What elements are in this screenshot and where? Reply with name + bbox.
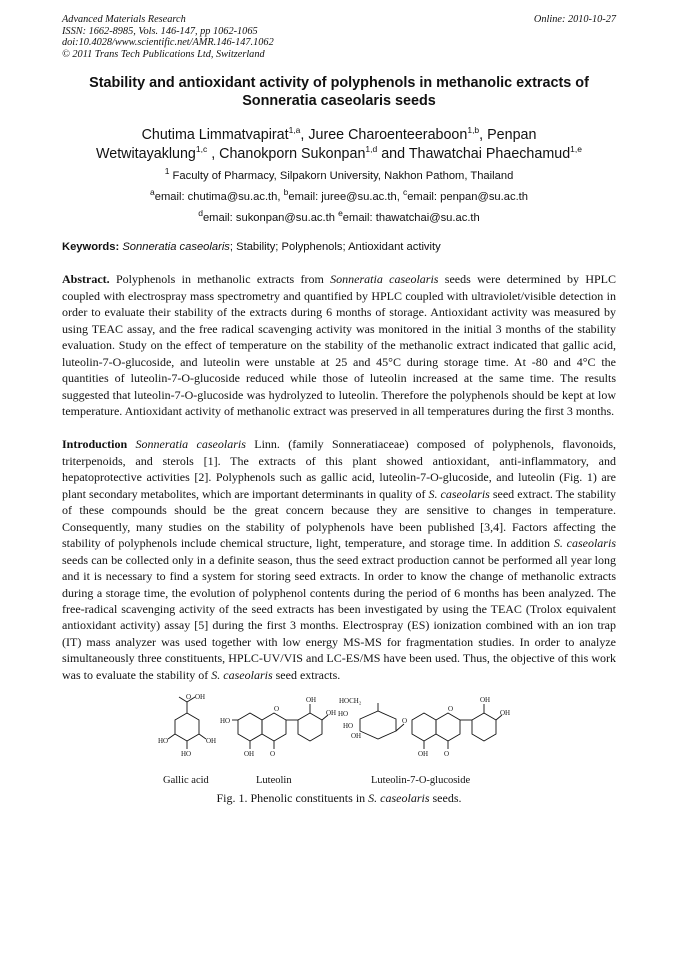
atom-label: OH <box>195 693 206 702</box>
compound-name-luteolin: Luteolin <box>256 775 292 787</box>
email-sup: b <box>283 186 289 197</box>
author-line-2: Wetwitayaklung$^{1,c}$ , Chanokporn Sukonpan$^{1,d}$ and Thawatchai Phaechamud$^{1,e}$ <box>96 143 582 163</box>
author-sup: 1,c <box>195 143 208 154</box>
email-d: email: sukonpan@su.ac.th <box>202 212 335 225</box>
intro-species: S. caseolaris <box>211 667 273 682</box>
caption-species: S. caseolaris <box>368 791 430 806</box>
abstract-species: Sonneratia caseolaris <box>330 272 439 287</box>
introduction <box>62 436 616 683</box>
compound-name-gallic-acid: Gallic acid <box>163 775 209 787</box>
atom-label: OH <box>351 732 362 741</box>
journal-name: Advanced Materials Research <box>62 14 186 25</box>
author-name: Chanokporn Sukonpan <box>219 146 366 163</box>
chemical-structures <box>62 689 616 789</box>
atom-label: HO <box>158 737 169 746</box>
online-date: Online: 2010-10-27 <box>533 14 616 25</box>
email-sup: c <box>402 186 408 197</box>
gallic-acid-structure <box>168 697 206 749</box>
atom-label: O <box>274 705 280 714</box>
abstract-text: Polyphenols in methanolic extracts from <box>109 272 331 287</box>
issn-line: ISSN: 1662-8985, Vols. 146-147, pp 1062-1065 <box>62 25 258 37</box>
author-name: Thawatchai Phaechamud <box>408 146 571 163</box>
title-line-1: Stability and antioxidant activity of polyphenols in methanolic extracts of <box>89 75 589 92</box>
luteolin-glucoside-structure <box>360 703 502 749</box>
email-c: email: penpan@su.ac.th <box>407 191 529 204</box>
atom-label: HO <box>338 710 349 719</box>
keywords <box>62 240 616 254</box>
atom-label: O <box>270 750 276 759</box>
copyright-line: © 2011 Trans Tech Publications Ltd, Switzerland <box>62 48 265 60</box>
atom-label: HO <box>220 717 231 726</box>
email-b: email: juree@su.ac.th, <box>288 191 400 204</box>
atom-label: HO <box>343 722 354 731</box>
atom-label: O <box>402 717 408 726</box>
atom-label: OH <box>306 696 317 705</box>
intro-species: Sonneratia caseolaris <box>135 437 246 452</box>
luteolin-structure <box>232 704 328 749</box>
intro-species: S. caseolaris <box>428 486 490 501</box>
atom-label: O <box>444 750 450 759</box>
atom-label: OH <box>418 750 429 759</box>
abstract-text: seeds were determined by HPLC coupled with electrospray mass spectrometry and quantified by HPLC coupled with ultraviolet/visible detection in order to evaluate their stability of the extracts during 6 months of storage. Antioxidant activity was measured by using TEAC assay, and the free radical scavenging activity was monitored in the initial 3 months of the stability evaluation. Study on the effect of temperature on the stability of the methanolic extract indicated that gallic acid, luteolin-7-O-glucoside, and luteolin were unstable at 25 and 45°C during storage time. At -80 and 4°C the quantities of luteolin-7-O-glucoside reduced while those of luteolin increased at the same time. The results suggested that luteolin-7-O-glucoside was hydrolyzed to luteolin. Therefore the polyphenols should be kept at low temperature. Antioxidant activity of methanolic extract was preserved in all temperatures during the first 3 months. <box>62 272 616 418</box>
figure-1 <box>62 689 616 789</box>
author-sup: 1,d <box>365 143 378 154</box>
keywords-label: Keywords: <box>62 241 120 254</box>
atom-label: HOCH₂ <box>339 697 362 706</box>
atom-label: HO <box>181 750 192 759</box>
doi-line: doi:10.4028/www.scientific.net/AMR.146-147.1062 <box>62 37 274 49</box>
intro-text: seed extracts. <box>272 667 341 682</box>
email-sup: a <box>149 186 155 197</box>
atom-label: OH <box>500 709 511 718</box>
abstract-label: Abstract. <box>62 272 110 287</box>
abstract <box>62 271 616 419</box>
figure-caption <box>62 791 616 805</box>
email-a: email: chutima@su.ac.th, <box>154 191 281 204</box>
author-name: Penpan <box>487 127 537 144</box>
email-sup: d <box>198 207 203 218</box>
journal-header <box>62 14 616 60</box>
title-line-2: Sonneratia caseolaris seeds <box>242 92 436 109</box>
paper-title <box>62 75 616 110</box>
affiliation-sup: 1 <box>164 165 170 176</box>
keywords-species: Sonneratia caseolaris <box>122 241 230 254</box>
author-line-1: Chutima Limmatvapirat$^{1,a}$, Juree Charoenteeraboon$^{1,b}$, Penpan <box>141 124 537 144</box>
atom-label: OH <box>206 737 217 746</box>
email-sup: e <box>338 207 343 218</box>
keywords-rest: ; Stability; Polyphenols; Antioxidant activity <box>229 241 441 254</box>
author-and: and <box>381 146 406 163</box>
intro-text: seed extract. The stability of these compounds should be the great concern because they are sensitive to changes in temperature. Consequently, many studies on the stability of polyphenols have been published [3,4]. Factors affecting the stability of polyphenols include chemical structure, light, temperature, and storage time. In addition <box>62 486 616 551</box>
author-list <box>62 126 616 164</box>
atom-label: OH <box>480 696 491 705</box>
atom-label: OH <box>244 750 255 759</box>
author-name: Chutima Limmatvapirat <box>141 127 289 144</box>
affiliation-text: Faculty of Pharmacy, Silpakorn University, Nakhon Pathom, Thailand <box>172 170 514 183</box>
author-sup: 1,a <box>288 124 301 135</box>
intro-label: Introduction <box>62 437 128 452</box>
author-sup: 1,e <box>570 143 582 154</box>
atom-label: OH <box>326 709 337 718</box>
atom-label: O <box>448 705 454 714</box>
author-name: Wetwitayaklung <box>96 146 196 163</box>
paper-page <box>62 14 616 805</box>
caption-text: Fig. 1. Phenolic constituents in <box>216 791 369 806</box>
intro-text: seeds can be collected only in a definite season, thus the seed extract production cannot be performed all year long and it is necessary to find a system for storing seed extracts. In order to know the change of methanolic extracts during a storage time, the evolution of polyphenol contents during the period of 6 months has been analyzed. The free-radical scavenging activity of the seed extracts has been investigated by using the TEAC (Trolox equivalent antioxidant activity) assay [5] during the first 3 months. Electrospray (ES) ionization combined with an ion trap (IT) mass analyzer was used together with low energy MS-MS for fragmentation studies. In order to analyze simultaneously three constituents, HPLC-UV/VIS and LC-ES/MS have been used. Thus, the objective of this work was to evaluate the stability of <box>62 552 616 682</box>
email-line-1 <box>62 186 616 204</box>
affiliation <box>62 165 616 183</box>
author-name: Juree Charoenteeraboon <box>308 127 468 144</box>
atom-label: O <box>186 693 192 702</box>
intro-text: Linn. (family Sonneratiaceae) composed of polyphenols, flavonoids, triterpenoids, and sterols [1]. The extracts of this plant showed antioxidant, anti-inflammatory, and hepatoprotective activities [2]. Polyphenols such as gallic acid, luteolin-7-O-glucoside, and luteolin (Fig. 1) are plant secondary metabolites, which are important determinants in quality of <box>62 437 617 501</box>
email-line-2 <box>62 207 616 225</box>
caption-text: seeds. <box>429 791 462 806</box>
intro-species: S. caseolaris <box>553 536 616 551</box>
author-sup: 1,b <box>467 124 480 135</box>
email-e: email: thawatchai@su.ac.th <box>342 212 480 225</box>
compound-name-luteolin-glucoside: Luteolin-7-O-glucoside <box>371 775 471 787</box>
